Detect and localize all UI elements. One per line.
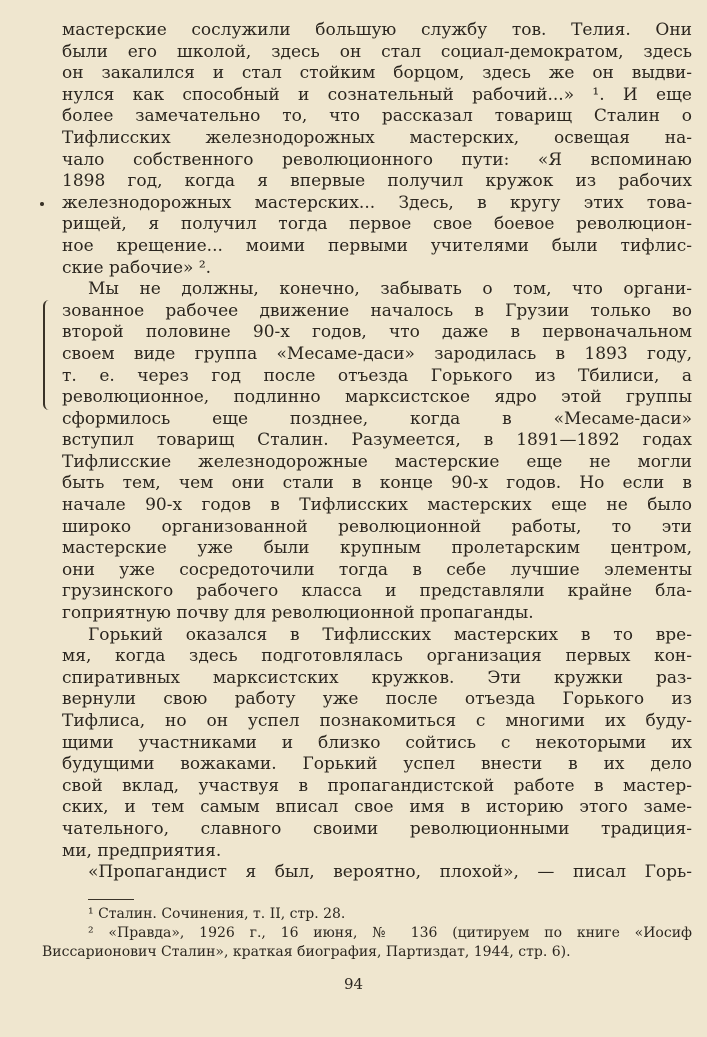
text-line: будущими вожаками. Горький успел внести в их дело [62,754,692,775]
text-line: были его школой, здесь он стал социал-демократом, здесь [62,41,692,62]
text-line: чало собственного революционного пути: «Я вспоминаю [62,149,692,170]
main-text [62,20,692,884]
footnote-1: ¹ Сталин. Сочинения, т. II, стр. 28. [88,906,346,922]
text-line: железнодорожных мастерских... Здесь, в кругу этих това- [62,192,692,213]
margin-mark [40,202,44,206]
text-line: щими участниками и близко сойтись с некоторыми их [62,732,692,753]
paragraph-start: Мы не должны, конечно, забывать о том, что органи- [88,279,692,300]
text-line: гоприятную почву для революционной пропаганды. [62,603,534,624]
text-line: спиративных марксистских кружков. Эти кружки раз- [62,667,692,688]
footnote-2: ² «Правда», 1926 г., 16 июня, № 136 (цитируем по книге «Иосиф [88,925,692,941]
text-line: ских, и тем самым вписал свое имя в историю этого заме- [62,797,692,818]
text-line: вступил товарищ Сталин. Разумеется, в 1891—1892 годах [62,430,692,451]
text-line: чательного, славного своими революционными традиция- [62,818,692,839]
text-line: второй половине 90-х годов, что даже в первоначальном [62,322,692,343]
text-line: ми, предприятия. [62,840,222,861]
text-line: мя, когда здесь подготовлялась организация первых кон- [62,646,692,667]
text-line: они уже сосредоточили тогда в себе лучшие элементы [62,559,692,580]
text-line: Тифлиса, но он успел познакомиться с многими их буду- [62,711,692,731]
margin-bracket-mark [43,300,53,410]
text-line: начале 90-х годов в Тифлисских мастерских еще не было [62,495,692,516]
text-line: он закалился и стал стойким борцом, здесь же он выдви- [62,63,692,84]
footnote-divider [88,899,134,900]
text-line: сформилось еще позднее, когда в «Месаме-даси» [62,408,692,429]
text-line: быть тем, чем они стали в конце 90-х годов. Но если в [62,473,692,494]
footnote-2-continued: Виссарионович Сталин», краткая биография, Партиздат, 1944, стр. 6). [42,944,571,960]
text-line: Тифлисские железнодорожные мастерские еще не могли [62,451,692,472]
text-line: грузинского рабочего класса и представляли крайне бла- [62,581,692,602]
text-line: 1898 год, когда я впервые получил кружок из рабочих [62,171,692,192]
text-line: рищей, я получил тогда первое свое боевое революцион- [62,214,692,235]
text-line: мастерские уже были крупным пролетарским центром, [62,538,692,559]
footnotes [42,905,692,962]
text-line: своем виде группа «Месаме-даси» зародилась в 1893 году, [62,343,692,364]
text-line: свой вклад, участвуя в пропагандистской работе в мастер- [62,775,692,796]
text-line: вернули свою работу уже после отъезда Горького из [62,689,692,710]
text-line: широко организованной революционной работы, то эти [62,516,692,537]
text-line: нулся как способный и сознательный рабочий...» ¹. И еще [62,84,692,105]
text-line: революционное, подлинно марксистское ядро этой группы [62,387,692,408]
text-line: мастерские сослужили большую службу тов. Телия. Они [62,20,692,40]
text-line: Тифлисских железнодорожных мастерских, освещая на- [62,127,692,148]
text-line: т. е. через год после отъезда Горького из Тбилиси, а [62,365,692,386]
paragraph-start: Горький оказался в Тифлисских мастерских в то вре- [88,624,692,645]
text-line: ное крещение... моими первыми учителями были тифлис- [62,235,692,256]
text-line: зованное рабочее движение началось в Грузии только во [62,300,692,321]
text-line: ские рабочие» ². [62,257,212,278]
page-number: 94 [343,975,364,993]
paragraph-start: «Пропагандист я был, вероятно, плохой», — писал Горь- [88,862,692,883]
text-line: более замечательно то, что рассказал товарищ Сталин о [62,106,692,127]
